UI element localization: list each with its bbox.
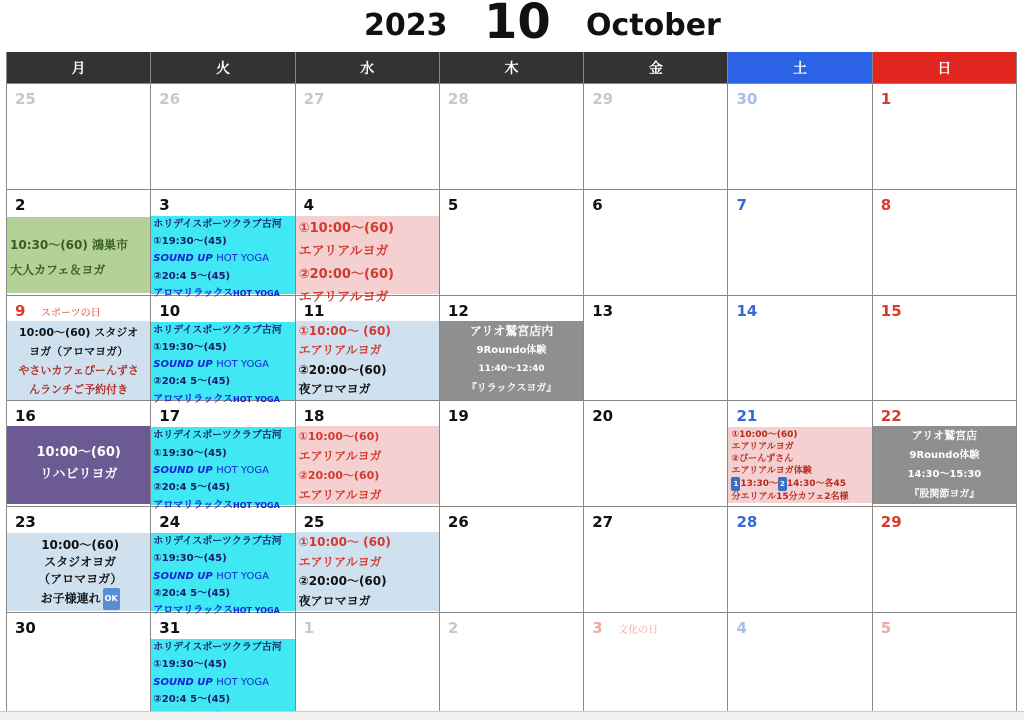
event-line: んランチご予約付き — [29, 382, 129, 396]
day-number: 22 — [880, 407, 902, 426]
event-rehab-yoga[interactable] — [7, 426, 150, 504]
day-cell-oct-24[interactable] — [151, 507, 295, 617]
day-number: 13 — [592, 301, 614, 320]
event-hip-joint-yoga[interactable] — [873, 426, 1016, 504]
aroma-relax-label: アロマリラックス — [153, 393, 233, 405]
week-row-4 — [7, 400, 1017, 511]
event-line: ②20:4 5〜(45) — [153, 693, 231, 705]
day-cell-oct-23[interactable] — [7, 507, 151, 612]
weekday-header-row — [7, 52, 1017, 83]
event-line: ホリデイスポーツクラブ古河 — [153, 324, 282, 336]
day-cell-oct-9[interactable] — [7, 296, 151, 401]
event-line: 分エリアル15分カフェ2名様 — [731, 492, 849, 503]
event-line: エアリアルヨガ — [298, 343, 382, 358]
day-cell-nov-2[interactable] — [440, 613, 584, 718]
day-number: 29 — [880, 513, 902, 532]
event-line: 14:30〜15:30 — [907, 469, 982, 481]
day-cell-oct-22[interactable] — [873, 401, 1017, 506]
day-number: 3 — [592, 618, 603, 637]
week-row-5 — [7, 506, 1017, 617]
hot-yoga-label: HOT YOGA — [233, 394, 280, 404]
day-number: 26 — [159, 90, 181, 108]
weekday-tue: 火 — [151, 52, 295, 83]
hot-yoga-label: HOT YOGA — [233, 606, 280, 616]
holiday-label: 文化の日 — [618, 624, 659, 636]
day-cell-oct-11[interactable] — [296, 296, 440, 401]
day-number: 7 — [736, 195, 747, 214]
day-number: 25 — [15, 90, 36, 108]
month-number: 10 — [484, 0, 551, 50]
day-cell-oct-10[interactable] — [151, 296, 295, 405]
event-holiday-sports-club[interactable] — [151, 322, 294, 405]
day-number: 5 — [447, 195, 459, 214]
weekday-sun: 日 — [873, 52, 1017, 83]
day-number: 4 — [303, 195, 315, 214]
day-number: 16 — [15, 407, 36, 426]
day-cell-oct-15[interactable] — [873, 296, 1017, 401]
day-cell-sep-29[interactable] — [584, 84, 728, 189]
day-number: 24 — [159, 513, 181, 532]
aroma-relax-label: アロマリラックス — [153, 287, 233, 299]
weekday-mon: 月 — [7, 52, 151, 83]
event-studio-aroma-yoga[interactable] — [7, 321, 150, 400]
day-cell-oct-18[interactable] — [296, 401, 440, 506]
day-number: 1 — [303, 618, 315, 637]
event-line: ①10:00〜(60) — [298, 220, 394, 236]
event-aerial-yoga[interactable] — [296, 216, 439, 305]
event-line: エアリアルヨガ — [298, 243, 389, 259]
event-line: エアリアルヨガ — [298, 448, 382, 463]
event-holiday-sports-club[interactable] — [151, 639, 294, 717]
event-line: 夜アロマヨガ — [298, 593, 371, 608]
day-cell-oct-5[interactable] — [440, 190, 584, 295]
day-cell-oct-14[interactable] — [728, 296, 872, 401]
week-row-3 — [7, 295, 1017, 405]
day-number: 5 — [880, 618, 892, 637]
aroma-relax-label: アロマリラックス — [153, 605, 233, 617]
day-cell-oct-29[interactable] — [873, 507, 1017, 612]
week-row-2 — [7, 189, 1017, 305]
event-line: ヨガ（アロマヨガ） — [29, 344, 129, 358]
hot-yoga-label: HOT YOGA — [233, 500, 280, 510]
sound-up-label: SOUND UP — [153, 359, 213, 371]
year-label: 2023 — [364, 8, 448, 43]
event-line: 14:30〜各45 — [786, 479, 847, 490]
day-cell-nov-4[interactable] — [728, 613, 872, 718]
day-number: 2 — [447, 618, 459, 637]
event-line: 夜アロマヨガ — [298, 382, 371, 397]
day-number: 11 — [303, 301, 325, 320]
day-cell-oct-25[interactable] — [296, 507, 440, 612]
day-cell-sep-25[interactable] — [7, 84, 151, 189]
event-line: ①10:00〜(60) — [731, 430, 798, 441]
event-aerial-aroma-yoga[interactable] — [296, 321, 439, 400]
event-line: アリオ鷲宮店 — [911, 429, 978, 443]
day-cell-oct-13[interactable] — [584, 296, 728, 401]
event-line: ①10:00〜 (60) — [298, 323, 391, 338]
event-line: エアリアルヨガ体験 — [731, 466, 812, 477]
event-line: ①19:30〜(45) — [153, 659, 227, 671]
day-cell-oct-4[interactable] — [296, 190, 440, 305]
aroma-relax-label: アロマリラックス — [153, 499, 233, 511]
event-line: ②20:4 5〜(45) — [153, 270, 231, 282]
event-line: アリオ鷲宮店内 — [469, 323, 554, 338]
day-number: 30 — [736, 90, 758, 108]
day-cell-nov-3[interactable] — [584, 613, 728, 718]
event-line: ②20:00〜(60) — [298, 574, 387, 589]
weekday-wed: 水 — [296, 52, 440, 83]
day-cell-sep-30[interactable] — [728, 84, 872, 189]
week-row-1 — [7, 83, 1017, 189]
event-line: ホリデイスポーツクラブ古河 — [153, 536, 282, 548]
day-number: 28 — [447, 90, 469, 108]
day-cell-oct-31[interactable] — [151, 613, 295, 718]
event-line: ②20:4 5〜(45) — [153, 588, 231, 600]
event-line: エアリアルヨガ — [731, 442, 794, 453]
day-number: 20 — [592, 407, 614, 426]
day-number: 8 — [880, 195, 892, 214]
event-line: ホリデイスポーツクラブ古河 — [153, 430, 282, 442]
event-line: 10:00〜(60) — [41, 538, 120, 553]
day-number: 19 — [447, 407, 469, 426]
day-cell-oct-27[interactable] — [584, 507, 728, 612]
event-line: ②20:4 5〜(45) — [153, 376, 231, 388]
day-cell-sep-28[interactable] — [440, 84, 584, 189]
calendar-header — [0, 0, 1024, 52]
event-line: ①19:30〜(45) — [153, 341, 227, 353]
day-cell-oct-26[interactable] — [440, 507, 584, 612]
day-cell-oct-2[interactable] — [7, 190, 151, 295]
event-line: ①19:30〜(45) — [153, 447, 227, 459]
day-cell-sep-27[interactable] — [296, 84, 440, 189]
day-cell-oct-19[interactable] — [440, 401, 584, 506]
day-cell-sep-26[interactable] — [151, 84, 295, 189]
day-cell-oct-28[interactable] — [728, 507, 872, 612]
event-aerial-aroma-yoga[interactable] — [296, 532, 439, 611]
event-holiday-sports-club[interactable] — [151, 427, 294, 511]
event-line: お子様連れ — [40, 591, 101, 606]
day-cell-oct-1[interactable] — [873, 84, 1017, 189]
day-number: 3 — [159, 195, 170, 214]
day-cell-oct-8[interactable] — [873, 190, 1017, 295]
sound-up-label: SOUND UP — [153, 676, 213, 688]
day-number: 28 — [736, 513, 758, 532]
event-line: エアリアルヨガ — [298, 487, 382, 502]
day-number: 26 — [447, 513, 469, 532]
event-line: 10:30〜(60) 鴻巣市 — [10, 237, 129, 252]
calendar-grid — [6, 52, 1017, 718]
event-line: ②20:00〜(60) — [298, 266, 394, 282]
event-line: ①19:30〜(45) — [153, 553, 227, 565]
holiday-label: スポーツの日 — [41, 307, 101, 319]
event-line: （アロマヨガ） — [38, 572, 123, 587]
event-aerial-cafe[interactable] — [728, 427, 871, 503]
day-number: 17 — [159, 407, 181, 426]
event-line: ホリデイスポーツクラブ古河 — [153, 641, 282, 653]
day-number: 6 — [592, 195, 603, 214]
day-number: 23 — [15, 513, 36, 532]
event-line: 『股関節ヨガ』 — [909, 488, 980, 500]
day-cell-oct-7[interactable] — [728, 190, 872, 295]
day-number: 30 — [15, 618, 36, 637]
event-line: 10:00〜(60) — [36, 445, 121, 461]
number-badge-2: 2 — [778, 477, 787, 491]
hot-yoga-label: HOT YOGA — [216, 464, 269, 476]
event-line: 『リラックスヨガ』 — [466, 382, 557, 394]
weekday-sat: 土 — [728, 52, 872, 83]
day-cell-nov-5[interactable] — [873, 613, 1017, 718]
hot-yoga-label: HOT YOGA — [216, 359, 269, 371]
sound-up-label: SOUND UP — [153, 464, 213, 476]
event-line: 9Roundo体験 — [476, 344, 547, 356]
event-aerial-yoga[interactable] — [296, 426, 439, 504]
day-cell-oct-16[interactable] — [7, 401, 151, 506]
event-line: 10:00〜(60) スタジオ — [19, 325, 139, 339]
day-cell-oct-12[interactable] — [440, 296, 584, 401]
event-line: 大人カフェ＆ヨガ — [10, 262, 106, 277]
event-line: 9Roundo体験 — [909, 449, 980, 461]
hot-yoga-label: HOT YOGA — [233, 288, 280, 298]
day-number: 21 — [736, 407, 758, 426]
day-number: 2 — [15, 195, 26, 214]
hot-yoga-label: HOT YOGA — [216, 676, 269, 688]
day-cell-oct-6[interactable] — [584, 190, 728, 295]
day-number: 4 — [736, 618, 747, 637]
event-line: 13:30〜 — [740, 479, 779, 490]
window-footer-strip — [0, 711, 1024, 720]
event-line: ①10:00〜(60) — [298, 430, 380, 444]
day-number: 1 — [880, 90, 892, 108]
event-line: ②20:4 5〜(45) — [153, 482, 231, 494]
hot-yoga-label: HOT YOGA — [216, 253, 269, 265]
hot-yoga-label: HOT YOGA — [216, 570, 269, 582]
day-number: 27 — [592, 513, 614, 532]
day-number: 14 — [736, 301, 758, 320]
event-line: ①19:30〜(45) — [153, 236, 227, 248]
day-cell-oct-17[interactable] — [151, 401, 295, 511]
event-relax-yoga[interactable] — [440, 321, 583, 400]
day-number: 29 — [592, 90, 614, 108]
weekday-thu: 木 — [440, 52, 584, 83]
day-cell-oct-3[interactable] — [151, 190, 295, 299]
day-number: 15 — [880, 301, 902, 320]
day-number: 31 — [159, 618, 181, 637]
day-number: 12 — [447, 301, 469, 320]
week-row-6 — [7, 612, 1017, 718]
event-line: ①10:00〜 (60) — [298, 535, 391, 550]
ok-badge: OK — [103, 588, 120, 610]
day-cell-oct-20[interactable] — [584, 401, 728, 506]
event-line: やさいカフェぴーんずさ — [18, 363, 139, 377]
event-line: エアリアルヨガ — [298, 554, 382, 569]
event-holiday-sports-club[interactable] — [151, 216, 294, 299]
day-number: 9 — [15, 301, 26, 320]
event-line: ②20:00〜(60) — [298, 469, 380, 483]
number-badge-1: 1 — [731, 477, 740, 491]
event-line: エアリアルヨガ — [298, 289, 389, 305]
event-line: ホリデイスポーツクラブ古河 — [153, 218, 282, 230]
weekday-fri: 金 — [584, 52, 728, 83]
event-line: ②20:00〜(60) — [298, 362, 387, 377]
month-name: October — [586, 8, 721, 43]
day-cell-oct-21[interactable] — [728, 401, 872, 506]
event-holiday-sports-club[interactable] — [151, 533, 294, 617]
day-number: 25 — [303, 513, 325, 532]
day-number: 10 — [159, 301, 181, 320]
day-cell-oct-30[interactable] — [7, 613, 151, 718]
sound-up-label: SOUND UP — [153, 253, 213, 265]
sound-up-label: SOUND UP — [153, 570, 213, 582]
day-cell-nov-1[interactable] — [296, 613, 440, 718]
day-number: 27 — [303, 90, 325, 108]
event-line: ②ぴーんずさん — [731, 454, 794, 465]
day-number: 18 — [303, 407, 325, 426]
event-cafe-yoga[interactable] — [7, 217, 150, 293]
event-line: 11:40〜12:40 — [478, 363, 545, 374]
event-line: スタジオヨガ — [44, 555, 117, 570]
event-line: リハビリヨガ — [39, 467, 118, 483]
event-studio-aroma-yoga[interactable] — [7, 533, 150, 611]
